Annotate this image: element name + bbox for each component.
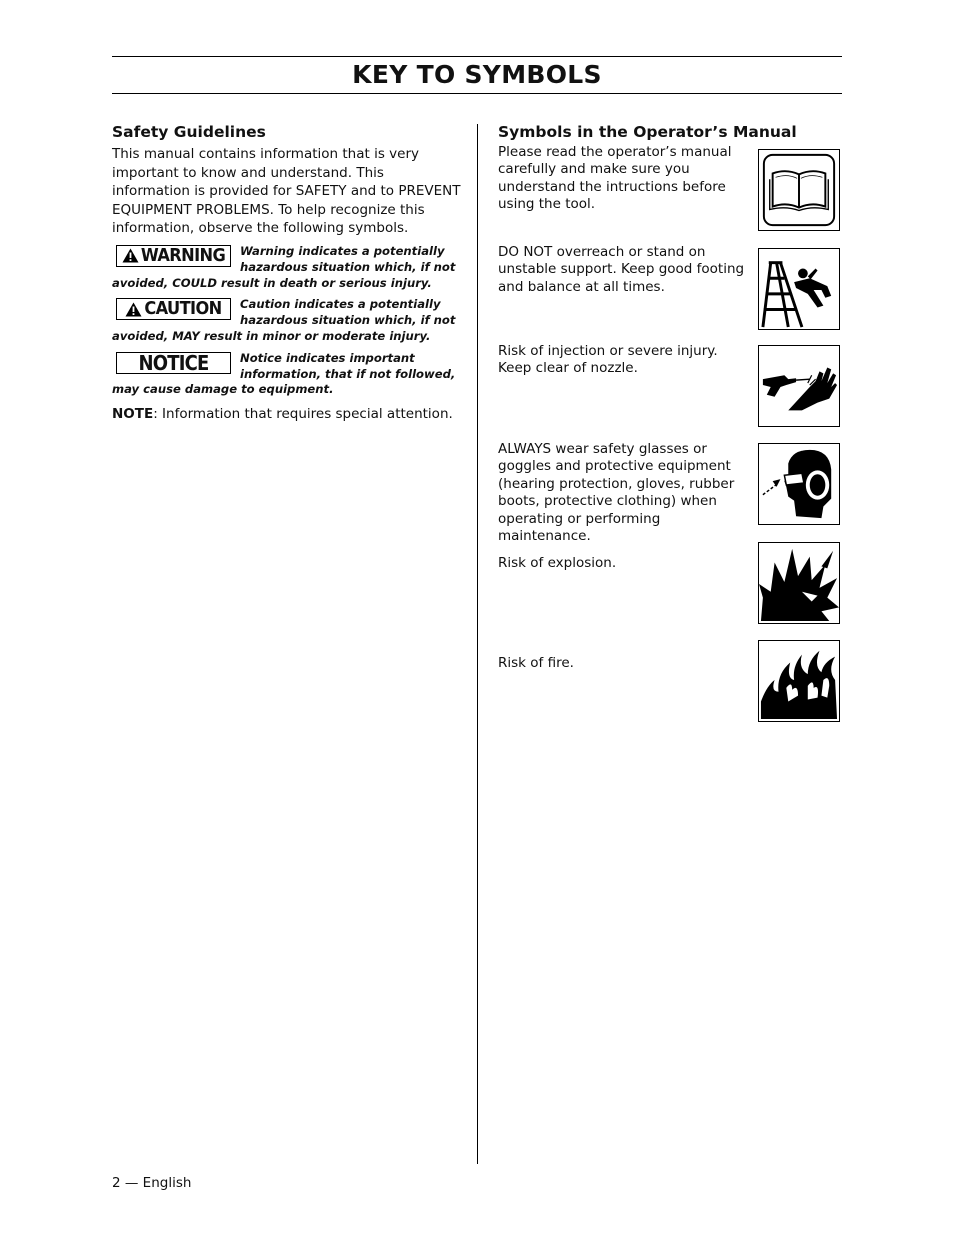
notice-signal [112, 351, 462, 398]
ladder-fall-icon [759, 249, 839, 329]
injection-hazard-icon [759, 346, 839, 426]
caution-badge [116, 298, 231, 320]
warning-signal [112, 244, 462, 291]
read-manual-icon [759, 150, 839, 230]
protective-equipment-icon [759, 444, 839, 524]
symbol-description-read-manual: Please read the operator’s manual carefully and make sure you understand the intructions before using the tool. [498, 144, 732, 213]
operator-symbols-heading: Symbols in the Operator’s Manual [498, 123, 797, 141]
note-text: : Information that requires special attention. [153, 406, 453, 423]
fire-icon [759, 641, 839, 721]
warning-description: Warning indicates a potentially hazardous situation which, if not avoided, COULD result in death or serious injury. [112, 243, 456, 290]
caution-signal [112, 297, 462, 344]
safety-guidelines-intro: This manual contains information that is very important to know and understand. This information is provided for SAFETY and to PREVENT EQUIPMENT PROBLEMS. To help recognize this information, observe the following symbols. [112, 146, 461, 237]
warning-badge [116, 245, 231, 267]
injection-pictogram [758, 345, 840, 427]
symbol-description-explosion: Risk of explosion. [498, 555, 617, 571]
symbol-description-fire: Risk of fire. [498, 655, 574, 671]
safety-guidelines-heading: Safety Guidelines [112, 123, 266, 141]
symbol-description-protective-equipment: ALWAYS wear safety glasses or goggles and protective equipment (hearing protection, gloves, rubber boots, protective clothing) when operating or performing maintenance. [498, 441, 735, 545]
note-label: NOTE [112, 406, 154, 423]
protective-equipment-pictogram [758, 443, 840, 525]
symbol-description-ladder: DO NOT overreach or stand on unstable support. Keep good footing and balance at all times. [498, 244, 745, 295]
explosion-icon [759, 543, 839, 623]
caution-badge-label: CAUTION [144, 298, 222, 320]
explosion-pictogram [758, 542, 840, 624]
symbol-description-injection: Risk of injection or severe injury. Keep clear of nozzle. [498, 343, 718, 377]
warning-triangle-icon [125, 302, 142, 317]
caution-description: Caution indicates a potentially hazardous situation which, if not avoided, MAY result in minor or moderate injury. [112, 297, 456, 343]
column-divider [477, 124, 478, 1164]
title-bar [112, 56, 842, 94]
notice-badge [116, 352, 231, 374]
warning-badge-label: WARNING [140, 244, 226, 266]
fire-pictogram [758, 640, 840, 722]
page-footer: 2 — English [112, 1175, 192, 1191]
notice-description: Notice indicates important information, that if not followed, may cause damage to equipment. [112, 350, 456, 397]
ladder-pictogram [758, 248, 840, 330]
note-line [112, 405, 462, 423]
safety-guidelines-section [112, 122, 462, 437]
warning-triangle-icon [122, 248, 139, 263]
page-title: KEY TO SYMBOLS [352, 60, 602, 89]
notice-badge-label: NOTICE [138, 350, 209, 375]
read-manual-pictogram [758, 149, 840, 231]
